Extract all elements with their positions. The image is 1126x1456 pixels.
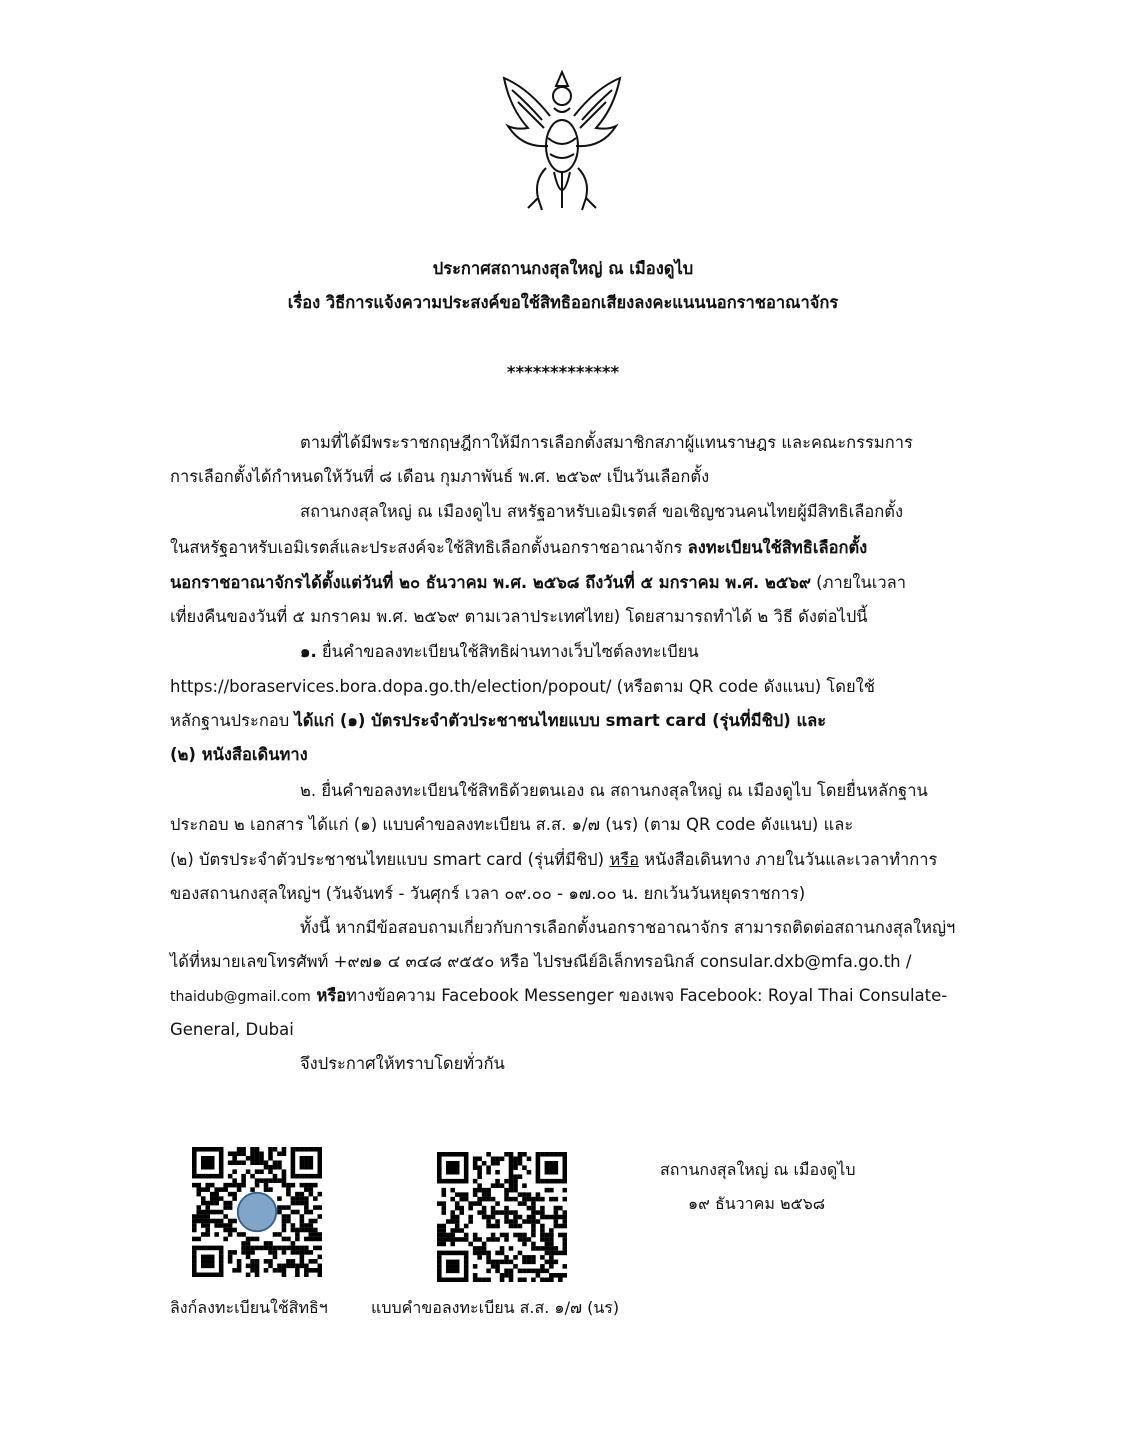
qr-code-registration-icon (192, 1147, 322, 1277)
body-line (300, 780, 928, 802)
body-line (300, 917, 955, 939)
announcement-title: ประกาศสถานกงสุลใหญ่ ณ เมืองดูไบ (432, 259, 694, 278)
body-line (170, 951, 911, 973)
body-line (300, 641, 699, 663)
text-segment: thaidub@gmail.com (170, 989, 311, 1005)
body-line (170, 883, 805, 905)
body-line (300, 1053, 505, 1075)
body-line (170, 744, 308, 766)
body-line (300, 501, 903, 523)
separator: ************* (506, 363, 620, 382)
body-line (170, 606, 868, 628)
text-segment: การเลือกตั้งได้กำหนดให้วันที่ ๘ เดือน กุมภาพันธ์ พ.ศ. ๒๕๖๙ เป็นวันเลือกตั้ง (170, 467, 710, 486)
text-segment: General, Dubai (170, 1020, 294, 1039)
text-segment: จึงประกาศให้ทราบโดยทั่วกัน (300, 1054, 505, 1073)
body-line (300, 432, 913, 454)
text-segment: ๒. ยื่นคำขอลงทะเบียนใช้สิทธิด้วยตนเอง ณ สถานกงสุลใหญ่ ณ เมืองดูไบ โดยยื่นหลักฐาน (300, 781, 928, 800)
body-line (170, 466, 709, 488)
text-segment: สถานกงสุลใหญ่ ณ เมืองดูไบ สหรัฐอาหรับเอมิเรตส์ ขอเชิญชวนคนไทยผู้มีสิทธิเลือกตั้ง (300, 502, 904, 521)
text-segment: ประกอบ ๒ เอกสาร ได้แก่ (๑) แบบคำขอลงทะเบียน ส.ส. ๑/๗ (นร) (ตาม QR code ดังแนบ) และ (170, 815, 854, 834)
body-line (170, 710, 826, 732)
body-line (170, 849, 937, 871)
text-segment: หรือ (310, 986, 347, 1005)
body-line (170, 572, 906, 594)
body-line (170, 1019, 294, 1041)
text-segment: ยื่นคำขอลงทะเบียนใช้สิทธิผ่านทางเว็บไซต์ลงทะเบียน (316, 642, 699, 661)
signature-office: สถานกงสุลใหญ่ ณ เมืองดูไบ (660, 1160, 856, 1179)
body-line (170, 537, 867, 559)
text-segment: (๒) บัตรประจำตัวประชาชนไทยแบบ smart card (รุ่นที่มีชิป) (170, 850, 610, 869)
text-segment: ทางข้อความ Facebook Messenger ของเพจ Facebook: Royal Thai Consulate- (346, 986, 948, 1005)
text-segment: ทั้งนี้ หากมีข้อสอบถามเกี่ยวกับการเลือกตั้งนอกราชอาณาจักร สามารถติดต่อสถานกงสุลใหญ่ฯ (300, 918, 956, 937)
text-segment: หนังสือเดินทาง ภายในวันและเวลาทำการ (639, 850, 938, 869)
text-segment: (๒) หนังสือเดินทาง (170, 745, 308, 764)
text-segment: ของสถานกงสุลใหญ่ฯ (วันจันทร์ - วันศุกร์ เวลา ๐๙.๐๐ - ๑๗.๐๐ น. ยกเว้นวันหยุดราชการ) (170, 884, 806, 903)
text-segment: ลงทะเบียนใช้สิทธิเลือกตั้ง (687, 538, 868, 557)
text-segment: (ภายในเวลา (810, 573, 907, 592)
text-segment: https://boraservices.bora.dopa.go.th/election/popout/ (หรือตาม QR code ดังแนบ) โดยใช้ (170, 677, 875, 696)
body-line (170, 985, 947, 1008)
text-segment: ตามที่ได้มีพระราชกฤษฎีกาให้มีการเลือกตั้งสมาชิกสภาผู้แทนราษฎร และคณะกรรมการ (300, 433, 913, 452)
text-segment: หรือ (609, 850, 639, 869)
text-segment: หลักฐานประกอบ (170, 711, 295, 730)
qr-code-form-icon (437, 1152, 567, 1282)
text-segment: เที่ยงคืนของวันที่ ๕ มกราคม พ.ศ. ๒๕๖๙ ตามเวลาประเทศไทย) โดยสามารถทำได้ ๒ วิธี ดังต่อไปนี้ (170, 607, 868, 626)
garuda-emblem-icon (498, 68, 626, 216)
body-line (170, 814, 853, 836)
text-segment: ได้แก่ (๑) บัตรประจำตัวประชาชนไทยแบบ smart card (รุ่นที่มีชิป) และ (294, 711, 827, 730)
text-segment: ในสหรัฐอาหรับเอมิเรตส์และประสงค์จะใช้สิทธิเลือกตั้งนอกราชอาณาจักร (170, 538, 688, 557)
qr-caption-registration: ลิงก์ลงทะเบียนใช้สิทธิฯ (170, 1298, 328, 1317)
text-segment: ได้ที่หมายเลขโทรศัพท์ +๙๗๑ ๔ ๓๔๘ ๙๕๕๐ หรือ ไปรษณีย์อิเล็กทรอนิกส์ consular.dxb@mfa.go.th / (170, 952, 912, 971)
announcement-subject: เรื่อง วิธีการแจ้งความประสงค์ขอใช้สิทธิออกเสียงลงคะแนนนอกราชอาณาจักร (287, 293, 839, 312)
signature-date: ๑๙ ธันวาคม ๒๕๖๘ (688, 1194, 826, 1213)
text-segment: นอกราชอาณาจักรได้ตั้งแต่วันที่ ๒๐ ธันวาคม พ.ศ. ๒๕๖๘ ถึงวันที่ ๕ มกราคม พ.ศ. ๒๕๖๙ (170, 573, 811, 592)
body-line (170, 676, 875, 698)
qr-caption-form: แบบคำขอลงทะเบียน ส.ส. ๑/๗ (นร) (371, 1298, 620, 1317)
text-segment: ๑. (300, 642, 317, 661)
